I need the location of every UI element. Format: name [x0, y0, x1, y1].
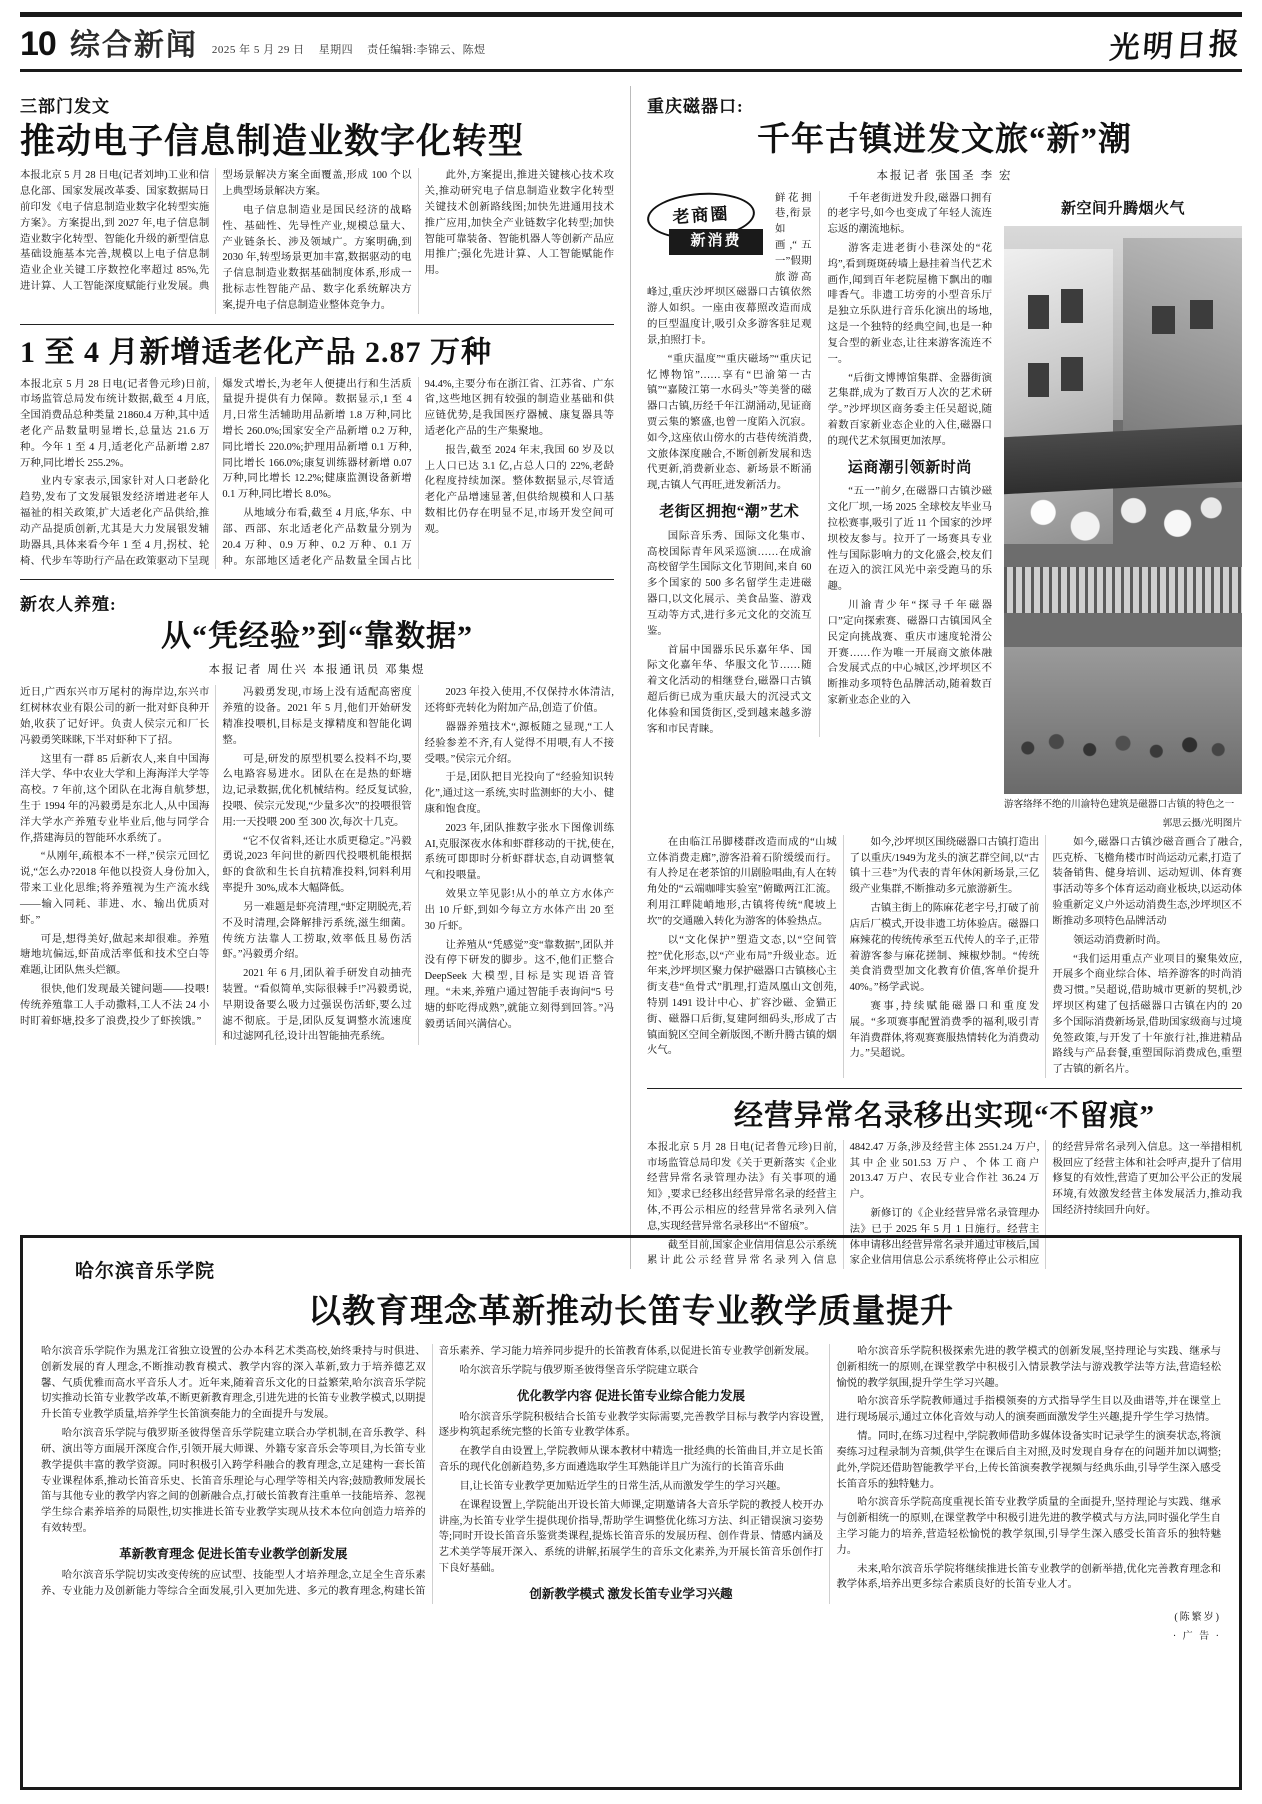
old-market-badge	[647, 193, 767, 267]
section-title: 综合新闻	[69, 29, 198, 62]
advert-subhead-1: 革新教育理念 促进长笛专业教学创新发展	[119, 1546, 348, 1561]
feature-kicker: 重庆磁器口:	[647, 97, 744, 116]
paragraph: 效果立竿见影!从小的单立方水体产出 10 斤虾,到如今每立方水体产出 20 至 30 斤虾。	[424, 889, 614, 932]
paragraph: 哈尔滨音乐学院作为黑龙江省独立设置的公办本科艺术类高校,始终秉持与时俱进、创新发展的育人理念,不断推动教育模式、教学内容的深入革新,致力于培养德艺双馨、气质优雅而高水平音乐人才。近年来,随着音乐文化的日益繁荣,哈尔滨音乐学院切实推动长笛专业教学改革,不断更新教育理念,引进先进的长笛专业教学模式,以期提升长笛专业教学质量,培养学生长笛演奏能力的全面提升与发展。	[41, 1346, 426, 1421]
paragraph: 电子信息制造业是国民经济的战略性、基础性、先导性产业,规模总量大、产业链条长、涉及领域广。方案明确,到 2030 年,转型场景更加丰富,数据驱动的电子信息制造业数据基础制度体系,形成一批标志性智能产品、数字化系统解决方案,提升电子信息制造业整体竞争力。	[222, 204, 412, 311]
paragraph: 鲜花拥巷,衔景如画,“五一”假期旅游高峰过,重庆沙坪坝区磁器口古镇依然游人如织。一座由夜幕照改造而成的巨型温度计,吸引众多游客驻足观景,拍照打卡。	[647, 192, 812, 346]
feature-section2-title: 新空间升腾烟火气	[1060, 200, 1185, 217]
paragraph: “我们运用重点产业项目的聚集效应,开展多个商业综合体、培养游客的时尚消费习惯。”吴超说,借助城市更新的契机,沙坪坝区构建了包括磁器口古镇在内的 20 多个国际消费新场景,借助国家级商与过境免签政策,与开发了十年旅行社,推进精品路线与产品套餐,重塑国际消费成色,重塑了古镇的新名片。	[1052, 953, 1242, 1076]
paragraph: 千年老街迸发升段,磁器口拥有的老字号,如今也变成了年轻人流连忘返的潮流地标。	[827, 192, 992, 236]
article3-byline: 本报记者 周仕兴 本报通讯员 邓集煜	[208, 664, 426, 677]
right-column	[630, 86, 1242, 1269]
feature-byline: 本报记者 张国圣 李 宏	[876, 169, 1013, 182]
paragraph: 如今,沙坪坝区围绕磁器口古镇打造出了以重庆/1949为龙头的演艺群空间,以“古镇十三巷”为代表的青年休闲新场景,三亿级产业集群,不断推动多元旅游新生。	[849, 836, 1040, 896]
paragraph: 近日,广西东兴市万尾村的海岸边,东兴市红树林农业有限公司的新一批对虾良种开始,收获了记好评。负责人侯宗元和厂长冯毅勇笑眯眯,下半对虾种下了招。	[20, 687, 210, 746]
paragraph: 本报北京 5 月 28 日电(记者鲁元珍)日前,市场监管总局发布统计数据,截至 4 月底,全国消费品总种类量 21860.4 万种,其中适老化产品数量明显增长,总量达 21.6 万种。今年 1 至 4 月,适老化产品新增 2.87 万种,同比增长 255.2%。	[20, 378, 210, 469]
paragraph: 2021 年 6 月,团队着手研发自动抽壳装置。“看似简单,实际很棘手!”冯毅勇说,早期设备要么吸力过强误伤活虾,要么过滤不彻底。于是,团队反复调整水流速度和过滤网孔径,设计出智能抽壳系统。	[222, 968, 412, 1043]
advert-title: 以教育理念革新推动长笛专业教学质量提升	[308, 1294, 954, 1330]
badge-bottom-label: 新消费	[669, 229, 763, 255]
photo-window	[1028, 363, 1049, 397]
paragraph: 2023 年,团队推数字张水下图像训练 AI,克服深夜水体和虾群移动的干扰,使在,系统可即即时分析虾群状态,自动调整氧气和投喂量。	[424, 822, 614, 882]
masthead	[20, 17, 1242, 72]
paragraph: 截至目前,国家企业信用信息公示系统累计此公示经营异常名录列入信息 4842.47 万条,涉及经营主体 2551.24 万户,其中企业501.53 万户、个体工商户 2013.47 万户、农民专业合作社 36.24 万户。	[647, 1141, 1040, 1267]
paragraph: 业内专家表示,国家针对人口老龄化趋势,发布了文发展银发经济增进老年人福祉的相关政策,扩大适老化产品供给,推动产品提质创新,尤其是大力发展银发辅助器具,具体来看今年 1 至 4 月,拐杖、轮椅、代步车等助行产品在政策驱动下呈现爆发式增长,为老年人便捷出行和生活质量提升提供有力保障。数据显示,1 至 4 月,日常生活辅助用品新增 1.8 万种,同比增长 260.0%;国家安全产品新增 0.2 万种,同比增长 220.0%;护理用品新增 0.1 万种,同比增长 166.0%;康复训练器材新增 0.07 万种,同比增长 12.2%;健康监测设备新增 0.1 万种,同比增长 8.0%。	[20, 378, 412, 567]
paragraph: 另一难题是虾亮清理,“虾定期脱壳,若不及时清理,会降解排污系统,滋生细菌。传统方法靠人工捞取,效率低且易伤活虾。”冯毅勇介绍。	[222, 901, 412, 961]
feature-text-block	[647, 191, 992, 829]
paragraph: 游客走进老街小巷深处的“花坞”,看到斑斑砖墙上悬挂着当代艺术画作,闻到百年老院屋檐下飘出的咖啡香气。非遗工坊旁的小型音乐厅是独立乐队进行音乐化演出的场地,这是一个独特的经典空间,也是一种复合型的新业态,让往来游客流连不一。	[827, 243, 992, 365]
paragraph: 哈尔滨音乐学院与俄罗斯圣彼得堡音乐学院建立联合办学机制,在音乐教学、科研、演出等方面展开深度合作,引领开展大师课、外籍专家音乐会等项目,为长笛专业教学提供丰富的教学资源。同时积极引入跨学科融合的教育理念,立足建构一套长笛专业课程体系,推动长笛音乐史、长笛音乐理论与心理学等相关内容;鼓励教师发展长笛与其他专业的教学内容之间的创新融合点,打破长笛教育注重单一技能培养、忽视学生综合素养培养的局限性,切实推进长笛专业教学实现从技术本位向创造力培养的有效转型。	[41, 1428, 426, 1534]
logo-text: 光明日报	[1108, 27, 1244, 66]
article2-body	[20, 377, 614, 570]
paragraph: “五一”前夕,在磁器口古镇沙磁文化厂坝,一场 2025 全球校友毕业马拉松赛事,吸引了近 11 个国家的沙坪坝校友参与。拉开了一场赛具专业性与国际影响力的文化盛会,校友们在迈入的滨江风光中亲受跑马的乐趣。	[827, 486, 992, 593]
paragraph: 此外,方案提出,推进关键核心技术攻关,推动研究电子信息制造业数字化转型关键技术创新路线图;加快先进通用技术推广应用,加快全产业链数字化转型;加快智能可靠装备、智能机器人等创新产品应用推广;强化先进计算、人工智能赋能作用。	[424, 170, 614, 277]
paragraph: 哈尔滨音乐学院切实改变传统的应试型、技能型人才培养理念,立足全生音乐素养、专业能力及创新能力等综合全面发展,引入更加先进、多元的教育理念,构建长笛音乐素养、学习能力培养同步提升的长笛教育体系,以促进长笛专业教学创新发展。	[41, 1346, 816, 1597]
paragraph: 这里有一群 85 后新农人,来自中国海洋大学、华中农业大学和上海海洋大学等高校。7 年前,这个团队在北海自航梦想,生于 1994 年的冯毅勇是东北人,从中国海洋大学水产养殖专业毕业后,他与同学合作,搭建海员的智能环水系统了。	[20, 753, 210, 844]
article1-body	[20, 168, 614, 313]
paragraph: 本报北京 5 月 28 日电(记者鲁元珍)日前,市场监管总局印发《关于更新落实《企业经营异常名录管理办法》有关事项的通知》,要求已经移出经营异常名录的经营主体,不再公示相应的经营异常名录列入信息,实现经营异常名录移出“不留痕”。	[647, 1141, 837, 1232]
paragraph: 2023 年投入使用,不仅保持水体清洁,还将虾壳转化为附加产品,创造了价值。	[424, 687, 614, 715]
advert-mark: · 广 告 ·	[1172, 1630, 1221, 1642]
paragraph: 报告,截至 2024 年末,我国 60 岁及以上人口已达 3.1 亿,占总人口的 22%,老龄化程度持续加深。整体数据显示,尽管适老化产品增速显著,但供给规模和人口基数相比仍存在明显不足,市场开发空间可观。	[424, 444, 614, 535]
page-number: 10	[20, 25, 56, 63]
article2-headline: 1 至 4 月新增适老化产品 2.87 万种	[20, 335, 492, 369]
paragraph: 器器养殖技术“,源板随之显现,“工人经验参差不齐,有人觉得不用喂,有人不接受喂。”侯宗元介绍。	[424, 721, 614, 765]
photo-window	[1061, 357, 1082, 391]
photo-crowd	[1004, 692, 1242, 772]
feature-body-lower	[647, 835, 1242, 1078]
paragraph: “从刚年,疏根本不一样,”侯宗元回忆说,“怎么办?2018 年他以投资人身份加入,带来工业化思维;将养殖视为生产流水线——输入同耗、菲进、水、输出优质对虾。”	[20, 851, 210, 926]
paragraph: 让养殖从“凭感觉”变“靠数据”,团队并没有停下研发的脚步。这不,他们正整合 DeepSeek 大模型,目标是实现语音管理。“未来,养殖户通过智能手表询问“5 号塘的虾吃得成熟”,就能立刻得到回答。”冯毅勇话间兴满信心。	[424, 939, 614, 1030]
paragraph: “后街文博博馆集群、金器街演艺集群,成为了数百万人次的艺术研学。”沙坪坝区商务委主任吴超说,随着数百家新业态企业的入住,磁器口的现代艺术氛围更加浓厚。	[827, 372, 992, 447]
paragraph: 哈尔滨音乐学院积极探索先进的教学模式的创新发展,坚持理论与实践、继承与创新相统一的原则,在课堂教学中积极引入情景教学法与游戏教学法等方法,营造轻松愉悦的教学氛围,提升学生学习兴趣。	[836, 1346, 1221, 1389]
paragraph: 川渝青少年“探寻千年磁器口”定向探索赛、磁器口古镇国风全民定向挑战赛、重庆市速度轮滑公开赛……作为唯一开展商文旅体融合发展式点的中心城区,沙坪坝区不断推动多项特色品牌活动,随着数百家新业态企业的入	[827, 600, 992, 706]
paragraph: 以“文化保护”塑造文态,以“空间管控”优化形态,以“产业布局”升级业态。近年来,沙坪坝区聚力保护磁器口古镇核心主街支巷“鱼骨式”肌理,打造凤凰山文创苑,特别 1491 设计中心、扩容沙磁、金猫正街、磁器口后街,复建阿细码头,形成了古镇面貌区空间全新版图,不断升腾古镇的烟火气。	[647, 934, 837, 1057]
article3-kicker: 新农人养殖:	[20, 595, 117, 615]
photo-caption: 游客络绎不绝的川渝特色建筑是磁器口古镇的特色之一	[1004, 799, 1235, 811]
paragraph: 哈尔滨音乐学院高度重视长笛专业教学质量的全面提升,坚持理论与实践、继承与创新相统一的原则,在课堂教学中积极引进先进的教学模式与方法,同时强化学生自主学习能力的培养,营造轻松愉悦的教学氛围,引导学生深入感受长笛音乐的独特魅力。	[836, 1497, 1221, 1556]
photo-credit: 郭思云摄/光明图片	[1162, 817, 1242, 829]
left-column	[20, 86, 630, 1269]
advert-signature: (陈繁岁)	[1174, 1611, 1221, 1623]
article-new-farmers	[20, 590, 614, 1045]
masthead-date: 2025 年 5 月 29 日	[211, 44, 305, 56]
paragraph: 首届中国器乐民乐嘉年华、国际文化嘉年华、华服文化节……随着文化活动的相继登台,磁器口古镇超后街已成为重庆最大的沉浸式文化体验和国货街区,受到越来越多游客和市民青睐。	[647, 644, 812, 735]
paragraph: 在课程设置上,学院能出开设长笛大师课,定期邀请各大音乐学院的教授人校开办讲座,为长笛专业学生提供现价指导,帮助学生调整优化练习方法、纠正错误演习姿势等;同时开设长笛音乐鉴赏类课程,提炼长笛音乐的发展历程、创作背景、情感内涵及艺术美学等展开深入、系统的讲解,拓展学生的音乐文化素养,为开展长笛音乐创作打下良好基础。	[438, 1499, 824, 1574]
paragraph: 冯毅勇发现,市场上没有适配高密度养殖的设备。2021 年 5 月,他们开始研发精准投喂机,目标是支撑精度和智能化调整。	[222, 687, 412, 746]
feature-section2-block	[1004, 198, 1242, 221]
article1-kicker: 三部门发文	[20, 97, 110, 116]
advertorial-box	[20, 1235, 1242, 1790]
masthead-weekday: 星期四	[318, 44, 354, 56]
photo-window	[1061, 289, 1082, 323]
photo-window	[1028, 295, 1049, 329]
paragraph: 目,让长笛专业教学更加贴近学生的日常生活,从而激发学生的学习兴趣。	[459, 1480, 787, 1492]
paragraph: 情。同时,在练习过程中,学院教师借助多媒体设备实时记录学生的演奏状态,将演奏练习过程录制为音频,供学生在课后自主对照,及时发现自身存在的问题并加以调整;此外,学院还借助智能教学平台,上传长笛演奏教学视频与经典乐曲,引导学生深入感受长笛音乐的独特魅力。	[836, 1431, 1221, 1490]
paragraph: “它不仅省料,还让水质更稳定。”冯毅勇说,2023 年问世的新四代投喂机能根据虾的食欲和生长自抗精准投料,饲料利用率提升 30%,成本大幅降低。	[222, 835, 412, 895]
paragraph: 国际音乐秀、国际文化集市、高校国际青年风采巡演……在成渝高校留学生国际文化节期间,来自 60 多个国家的 500 多名留学生走进磁器口,以文化展示、美食品鉴、游戏互动等方式,进行多元文化的交流互鉴。	[647, 530, 812, 637]
feature-top-block	[647, 191, 1242, 829]
advert-subhead-2: 优化教学内容 促进长笛专业综合能力发展	[516, 1388, 746, 1403]
paragraph: 赛事,持续赋能磁器口和重度发展。“多项赛事配置消费季的福利,吸引青年消费群体,将观赛赛服热情转化为消费动力。”吴超说。	[849, 1000, 1040, 1060]
article-elderly-products	[20, 335, 614, 570]
paragraph: 未来,哈尔滨音乐学院将继续推进长笛专业教学的创新举措,优化完善教育理念和教学体系,培养出更多综合素质良好的长笛专业人才。	[836, 1563, 1221, 1591]
paragraph: 从地域分布看,截至 4 月底,华东、中部、西部、东北适老化产品数量分别为 20.4 万种、0.9 万种、0.2 万种、0.1 万种。东部地区适老化产品数量全国占比 94.4%,主要分布在浙江省、江苏省、广东省,这些地区拥有较强的制造业基础和供应链优势,是我国医疗器械、康复器具等适老化产品的生产集聚地。	[222, 378, 614, 567]
paragraph: 哈尔滨音乐学院积极结合长笛专业教学实际需要,完善教学目标与教学内容设置,逐步构筑起系统完整的长笛专业教学体系。	[438, 1411, 824, 1439]
feature-photo-block	[1004, 191, 1242, 829]
divider	[647, 1088, 1242, 1089]
feature-photo	[1004, 226, 1242, 794]
article3-body	[20, 685, 614, 1045]
feature-headline: 千年古镇迸发文旅“新”潮	[757, 122, 1132, 158]
feature-section3-title: 运商潮引领新时尚	[847, 459, 972, 476]
newspaper-page	[0, 12, 1262, 1804]
feature-body-upper	[647, 191, 992, 738]
advert-subhead-3: 创新教学模式 激发长笛专业学习兴趣	[529, 1586, 733, 1601]
photo-lanterns	[1018, 476, 1227, 567]
article3-headline: 从“凭经验”到“靠数据”	[161, 620, 473, 654]
advert-organization: 哈尔滨音乐学院	[75, 1261, 216, 1282]
divider	[20, 324, 614, 325]
paragraph: 本报北京 5 月 28 日电(记者刘坤)工业和信息化部、国家发展改革委、国家数据局日前印发《电子信息制造业数字化转型实施方案》。方案提出,到 2027 年,电子信息制造业数字化转型、智能化升级的新型信息基础设施基本完善,规模以上电子信息制造业企业关键工序数控化率超过 85%,先进计算、人工智能深度赋能行业发展。典型场景解决方案全面覆盖,形成 100 个以上典型场景解决方案。	[20, 170, 412, 292]
photo-window	[1152, 306, 1176, 334]
masthead-editors: 责任编辑:李锦云、陈煜	[367, 44, 486, 56]
paragraph: 如今,磁器口古镇沙磁音画合了融合,匹克桥、飞檐角楼市时尚运动元素,打造了装备销售、健身培训、运动短训、体育赛事活动等多个体育运动商业板块,以运动体验重新定义户外运动消费生态,沙坪坝区不断推动多项特色品牌活动	[1052, 836, 1242, 927]
paragraph: “重庆温度”“重庆磁场”“重庆记忆博物馆”……享有“巴渝第一古镇”“嘉陵江第一水码头”等美誉的磁器口古镇,历经千年江湖涌动,见证商贾云集的繁盛,也曾一度陷入沉寂。如今,这座依山傍水的古巷传统消费,文旅体深度融合,不断创新发展和迭代更新,消费新业态、新场景不断涌现,古镇人气再旺,迸发新活力。	[647, 353, 812, 492]
main-grid	[20, 86, 1242, 1269]
paragraph: 哈尔滨音乐学院教师通过手指模领奏的方式指导学生目以及曲谱等,并在课堂上进行现场展示,通过立体化音效与动人的演奏画面激发学生兴趣,提升学生学习热情。	[836, 1396, 1221, 1424]
photo-window	[1190, 300, 1214, 328]
paragraph: 可是,想得美好,做起来却很难。养殖塘地坑偏远,虾苗成活率低和技术空白等难题,让团队焦头烂额。	[20, 933, 210, 977]
feature-section1-title: 老街区拥抱“潮”艺术	[659, 504, 800, 521]
article4-headline: 经营异常名录移出实现“不留痕”	[733, 1100, 1155, 1132]
badge-top-label: 老商圈	[646, 189, 757, 242]
paragraph: 古镇主街上的陈麻花老字号,打破了前店后厂模式,开设非遗工坊体验店。磁器口麻辣花的传统传承至五代传人的辛子,正带着游客参与麻花搓制、辣椒炒制。“传统美食消费型加文化教育价值,客单价提升 40%。”杨学武说。	[849, 903, 1040, 994]
paragraph: 在由临江吊脚楼群改造而成的“山城立体消费走廊”,游客沿着石阶缓缓而行。有人拎足在老茶馆的川剧脸唱曲,有人在转角处的“云端咖啡实验室”俯瞰两江汇流。利用江畔陡峭地形,古镇将传统“爬坡上坎”的交通融入转化为游客的体验热点。	[647, 836, 837, 927]
advert-body	[41, 1344, 1221, 1604]
paragraph: 可是,研发的原型机要么投料不均,要么电路容易进水。团队在在是热的虾塘边,记录数据,优化机械结构。经反复试验,投喂、侯宗元发现,“少量多次”的投喂很管用:一天投喂 200 至 300 次,每次十几克。	[222, 753, 412, 828]
article1-headline: 推动电子信息制造业数字化转型	[20, 122, 525, 161]
paragraph: 在教学自由设置上,学院教师从课本教材中精选一批经典的长笛曲目,并立足长笛音乐的现代化创新趋势,多方面遴选取学生耳熟能详且广为流行的长笛音乐曲	[438, 1446, 824, 1474]
article-digital-transformation	[20, 92, 614, 314]
paragraph: 于是,团队把目光投向了“经验知识转化”,通过这一系统,实时监测虾的大小、健康和饱食度。	[424, 772, 614, 816]
paragraph: 新修订的《企业经营异常名录管理办法》已于 2025 年 5 月 1 日施行。经营主体申请移出经营异常名录并通过审核后,国家企业信用信息公示系统将停止公示相应的经营异常名录列入信息。这一举措相机极回应了经营主体和社会呼声,提升了信用修复的有效性,营造了更加公平公正的发展环境,有效激发经营主体发展活力,推动我国经济持续回升向好。	[849, 1141, 1242, 1267]
newspaper-logo	[1108, 21, 1245, 65]
photo-balcony	[1004, 567, 1242, 612]
paragraph: 领运动消费新时尚。	[1073, 934, 1167, 946]
paragraph: 哈尔滨音乐学院与俄罗斯圣彼得堡音乐学院建立联合	[459, 1364, 699, 1376]
paragraph: 很快,他们发现最关键问题——投喂!传统养殖靠工人手动撒料,工人不法 24 小时盯着虾塘,投多了浪费,投少了虾挨饿。”	[20, 983, 210, 1027]
divider	[20, 579, 614, 580]
